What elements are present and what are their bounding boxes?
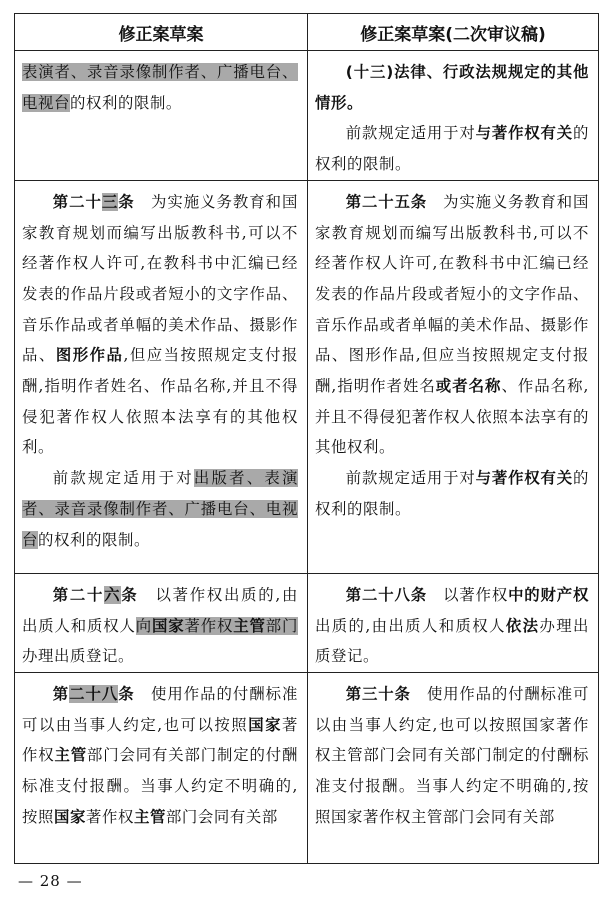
bold-text: 图形作品 bbox=[55, 346, 124, 365]
bold-text: 主管 bbox=[54, 746, 87, 765]
text-span: 前款规定适用于对 bbox=[345, 124, 476, 143]
cell-draft bbox=[15, 573, 308, 672]
text-span: 为实施义务教育和国家教育规划而编写出版教科书,可以不经著作权人许可,在教科书中汇编已经发表的作品片段或者短小的文字作品、音乐作品或者单幅的美术作品、摄影作品、 bbox=[22, 192, 298, 365]
highlighted-text: 二十八 bbox=[69, 684, 119, 703]
article-title: 条 bbox=[121, 585, 139, 604]
text-span: 的权利的限制。 bbox=[38, 530, 150, 549]
bold-text: (十三)法律、行政法规规定的其他情形。 bbox=[315, 63, 589, 112]
cell-draft bbox=[15, 672, 308, 863]
highlighted-text: 主管 bbox=[233, 616, 266, 635]
text-span: 办理出质登记。 bbox=[22, 647, 134, 666]
bold-text: 或者名称 bbox=[435, 377, 502, 396]
table-row bbox=[15, 573, 599, 672]
paragraph bbox=[315, 118, 589, 179]
paragraph bbox=[22, 187, 298, 463]
paragraph bbox=[22, 679, 298, 833]
text-span: 使用作品的付酬标准可以由当事人约定,也可以按照国家著作权主管部门会同有关部门制定的付酬标准支付报酬。当事人约定不明确的,按照国家著作权主管部门会同有关部 bbox=[315, 684, 589, 826]
header-row bbox=[15, 14, 599, 51]
article-title: 第二十八条 bbox=[345, 585, 427, 604]
text-span: 的权利的限制。 bbox=[69, 93, 182, 112]
paragraph bbox=[315, 679, 589, 833]
highlighted-text: 出版者、表演者、录音录像制作者、广播电台、电视台 bbox=[22, 469, 298, 549]
page-number: — 28 — bbox=[18, 872, 83, 890]
text-span: 以著作权 bbox=[426, 585, 509, 604]
header-draft: 修正案草案 bbox=[15, 14, 308, 51]
bold-text: 中的财产权 bbox=[508, 585, 589, 604]
cell-second-review bbox=[308, 573, 599, 672]
article-title: 条 bbox=[118, 684, 135, 703]
text-span: 以著作权出质的,由出质人和质权人 bbox=[22, 585, 298, 635]
text-span: 出质的,由出质人和质权人 bbox=[315, 616, 506, 635]
text-span: 使用作品的付酬标准可以由当事人约定,也可以按照 bbox=[22, 684, 298, 734]
text-span: 前款规定适用于对 bbox=[345, 469, 476, 488]
text-span: 部门会同有关部 bbox=[165, 807, 278, 826]
cell-draft bbox=[15, 180, 308, 573]
bold-text: 国家 bbox=[248, 715, 282, 734]
highlighted-text: 三 bbox=[101, 192, 119, 211]
cell-second-review bbox=[308, 180, 599, 573]
article-title: 第二十五条 bbox=[345, 192, 427, 211]
text-span: 的权利的限制。 bbox=[315, 469, 589, 518]
paragraph bbox=[22, 57, 298, 118]
article-title: 第二十 bbox=[52, 192, 102, 211]
text-span: 著作权 bbox=[85, 807, 134, 826]
paragraph bbox=[22, 463, 298, 555]
header-second-review: 修正案草案(二次审议稿) bbox=[308, 14, 599, 51]
paragraph bbox=[315, 463, 589, 524]
highlighted-text: 向 bbox=[135, 616, 152, 635]
paragraph bbox=[315, 57, 589, 118]
cell-second-review bbox=[308, 51, 599, 181]
paragraph bbox=[315, 187, 589, 463]
cell-draft bbox=[15, 51, 308, 181]
bold-text: 与著作权有关 bbox=[475, 469, 573, 488]
text-span: 部门会同有关部门制定的付酬标准支付报酬。当事人约定不明确的,按照 bbox=[22, 746, 298, 826]
cell-second-review bbox=[308, 672, 599, 863]
article-title: 第二十 bbox=[52, 585, 105, 604]
bold-text: 依法 bbox=[505, 616, 540, 635]
table-row bbox=[15, 672, 599, 863]
highlighted-text: 国家 bbox=[152, 616, 185, 635]
text-span: 前款规定适用于对 bbox=[52, 469, 194, 488]
highlighted-text: 部门 bbox=[265, 616, 298, 635]
article-title: 第三十条 bbox=[345, 684, 411, 703]
highlighted-text: 表演者、录音录像制作者、广播电台、电视台 bbox=[22, 63, 298, 112]
article-title: 条 bbox=[118, 192, 135, 211]
bold-text: 国家 bbox=[53, 807, 86, 826]
text-span: 为实施义务教育和国家教育规划而编写出版教科书,可以不经著作权人许可,在教科书中汇编已经发表的作品片段或者短小的文字作品、音乐作品或者单幅的美术作品、摄影作品、图形作品,但应当按照规定支付报酬,指明作者姓名 bbox=[315, 192, 589, 396]
paragraph bbox=[22, 580, 298, 672]
text-span: 、作品名称,并且不得侵犯著作权人依照本法享有的其他权利。 bbox=[315, 377, 589, 457]
bold-text: 与著作权有关 bbox=[475, 124, 573, 143]
text-span: 的权利的限制。 bbox=[315, 124, 589, 174]
text-span: 著作权 bbox=[22, 715, 298, 765]
bold-text: 主管 bbox=[133, 807, 166, 826]
highlighted-text: 著作权 bbox=[184, 616, 234, 635]
text-span: ,但应当按照规定支付报酬,指明作者姓名、作品名称,并且不得侵犯著作权人依照本法享有的其他权利。 bbox=[22, 346, 298, 457]
text-span: 办理出质登记。 bbox=[315, 616, 589, 666]
paragraph bbox=[315, 580, 589, 672]
article-title: 第 bbox=[52, 684, 70, 703]
highlighted-text: 六 bbox=[104, 585, 122, 604]
table-row bbox=[15, 51, 599, 181]
table-row bbox=[15, 180, 599, 573]
comparison-table bbox=[14, 13, 599, 864]
